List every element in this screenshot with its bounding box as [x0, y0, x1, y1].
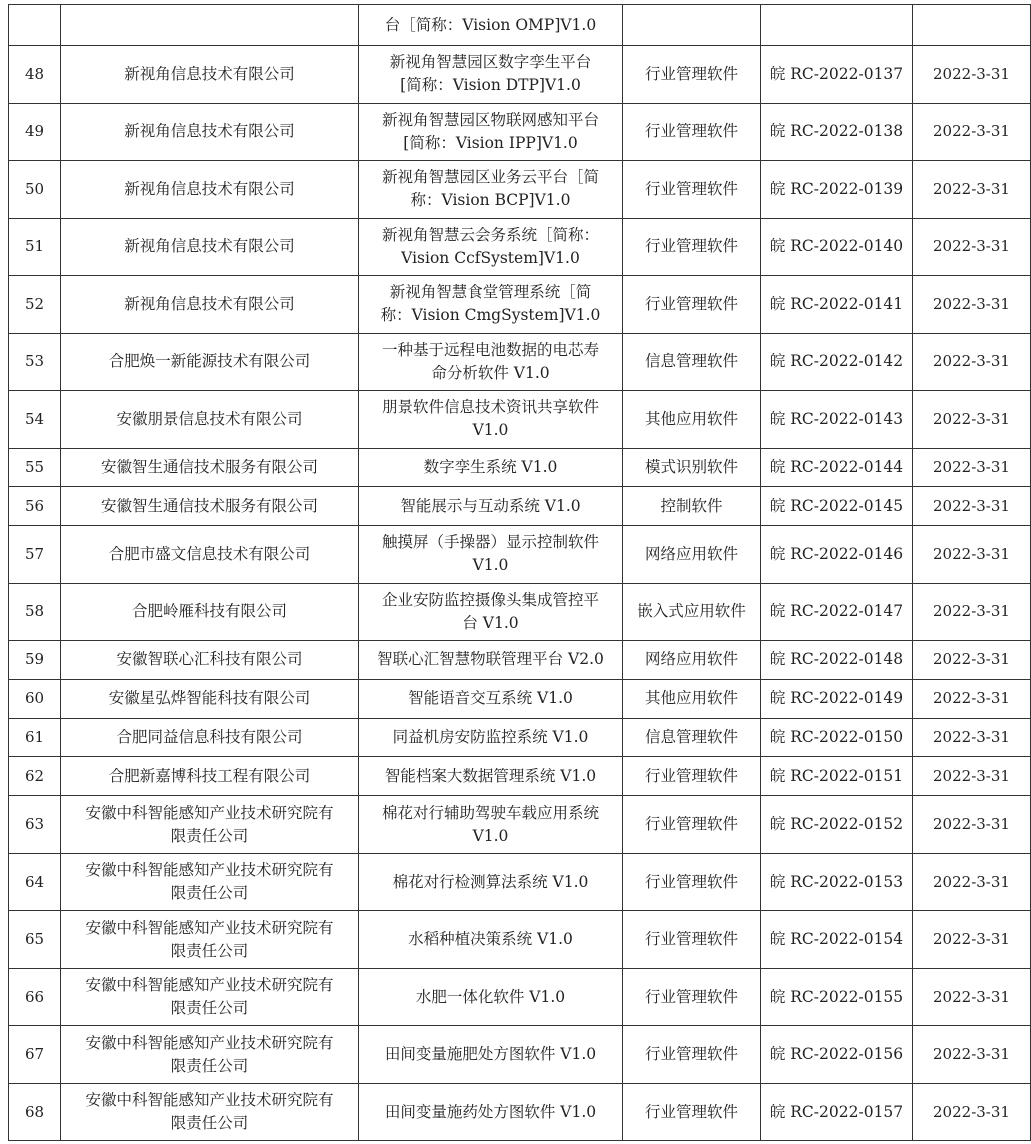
- registration-cell: 皖 RC-2022-0155: [761, 968, 913, 1026]
- date-cell: 2022-3-31: [913, 641, 1031, 680]
- product-cell-line: 同益机房安防监控系统 V1.0: [392, 728, 589, 747]
- date-cell: 2022-3-31: [913, 276, 1031, 334]
- product-cell-line: V1.0: [472, 421, 509, 440]
- registration-cell: 皖 RC-2022-0153: [761, 853, 913, 911]
- product-cell: [359, 218, 623, 276]
- product-cell: [359, 161, 623, 219]
- registration-cell: 皖 RC-2022-0156: [761, 1026, 913, 1084]
- table-row: [9, 448, 1031, 487]
- product-cell-line: V1.0: [472, 556, 509, 575]
- company-cell-line: 安徽中科智能感知产业技术研究院有: [85, 976, 334, 995]
- registration-cell: 皖 RC-2022-0151: [761, 757, 913, 796]
- company-cell: [61, 911, 359, 969]
- company-cell-line: 安徽智生通信技术服务有限公司: [100, 496, 318, 515]
- company-cell: [61, 968, 359, 1026]
- registration-cell: 皖 RC-2022-0141: [761, 276, 913, 334]
- product-cell-line: V1.0: [472, 826, 509, 845]
- product-cell: [359, 526, 623, 584]
- table-row: [9, 911, 1031, 969]
- date-cell: 2022-3-31: [913, 583, 1031, 641]
- product-cell-line: [简称：Vision DTP]V1.0: [400, 76, 581, 95]
- company-cell-line: 合肥焕一新能源技术有限公司: [108, 352, 311, 371]
- registration-cell: 皖 RC-2022-0150: [761, 718, 913, 757]
- company-cell: [61, 161, 359, 219]
- product-cell: 台［简称：Vision OMP]V1.0: [359, 5, 623, 46]
- company-cell-line: 安徽朋景信息技术有限公司: [116, 409, 303, 428]
- company-cell: [61, 1083, 359, 1141]
- product-cell-line: 智能展示与互动系统 V1.0: [400, 496, 581, 515]
- number-cell: 54: [9, 391, 61, 449]
- table-row: [9, 679, 1031, 718]
- company-cell-line: 限责任公司: [170, 826, 249, 845]
- number-cell: 55: [9, 448, 61, 487]
- number-cell: 53: [9, 333, 61, 391]
- registration-cell: 皖 RC-2022-0154: [761, 911, 913, 969]
- date-cell: 2022-3-31: [913, 718, 1031, 757]
- company-cell: [61, 103, 359, 161]
- company-cell-line: 合肥岭雁科技有限公司: [131, 602, 287, 621]
- product-cell-line: 一种基于远程电池数据的电芯寿: [381, 340, 599, 359]
- registration-cell: 皖 RC-2022-0144: [761, 448, 913, 487]
- date-cell: 2022-3-31: [913, 1083, 1031, 1141]
- company-cell-line: 合肥新嘉博科技工程有限公司: [108, 766, 311, 785]
- table-row: [9, 1026, 1031, 1084]
- product-cell-line: [简称：Vision IPP]V1.0: [403, 133, 578, 152]
- registration-table: [8, 4, 1031, 1141]
- category-cell: 信息管理软件: [623, 718, 761, 757]
- date-cell: 2022-3-31: [913, 46, 1031, 104]
- product-cell: [359, 276, 623, 334]
- category-cell: 行业管理软件: [623, 1026, 761, 1084]
- date-cell: 2022-3-31: [913, 853, 1031, 911]
- product-cell: [359, 679, 623, 718]
- date-cell: 2022-3-31: [913, 391, 1031, 449]
- product-cell: [359, 1083, 623, 1141]
- date-cell: 2022-3-31: [913, 333, 1031, 391]
- product-cell-line: 台 V1.0: [462, 613, 519, 632]
- registration-cell: 皖 RC-2022-0143: [761, 391, 913, 449]
- company-cell-line: 安徽智生通信技术服务有限公司: [100, 457, 318, 476]
- product-cell-line: 新视角智慧云会务系统［简称：: [381, 225, 599, 244]
- table-row: [9, 391, 1031, 449]
- product-cell-line: 棉花对行辅助驾驶车载应用系统: [381, 803, 599, 822]
- registration-cell: 皖 RC-2022-0142: [761, 333, 913, 391]
- company-cell-line: 安徽中科智能感知产业技术研究院有: [85, 861, 334, 880]
- registration-cell: 皖 RC-2022-0148: [761, 641, 913, 680]
- number-cell: 58: [9, 583, 61, 641]
- company-cell-line: 安徽中科智能感知产业技术研究院有: [85, 918, 334, 937]
- company-cell: [61, 853, 359, 911]
- category-cell: 网络应用软件: [623, 641, 761, 680]
- product-cell-line: 新视角智慧食堂管理系统［简: [389, 283, 592, 302]
- number-cell: [9, 5, 61, 46]
- product-cell: [359, 333, 623, 391]
- date-cell: 2022-3-31: [913, 1026, 1031, 1084]
- table-row: [9, 968, 1031, 1026]
- company-cell-line: 安徽星弘烨智能科技有限公司: [108, 689, 311, 708]
- category-cell: 行业管理软件: [623, 796, 761, 854]
- number-cell: 57: [9, 526, 61, 584]
- product-cell-line: 企业安防监控摄像头集成管控平: [381, 590, 599, 609]
- product-cell-line: 田间变量施肥处方图软件 V1.0: [384, 1045, 597, 1064]
- company-cell: [61, 1026, 359, 1084]
- number-cell: 52: [9, 276, 61, 334]
- product-cell: [359, 968, 623, 1026]
- table-row: [9, 161, 1031, 219]
- company-cell: [61, 46, 359, 104]
- company-cell-line: 合肥同益信息科技有限公司: [116, 728, 303, 747]
- registration-cell: 皖 RC-2022-0147: [761, 583, 913, 641]
- product-cell-line: 智能语音交互系统 V1.0: [408, 689, 573, 708]
- registration-cell: 皖 RC-2022-0149: [761, 679, 913, 718]
- category-cell: 其他应用软件: [623, 679, 761, 718]
- company-cell-line: 新视角信息技术有限公司: [124, 179, 295, 198]
- number-cell: 60: [9, 679, 61, 718]
- registration-cell: 皖 RC-2022-0145: [761, 487, 913, 526]
- date-cell: 2022-3-31: [913, 103, 1031, 161]
- company-cell-line: 限责任公司: [170, 884, 249, 903]
- product-cell: [359, 641, 623, 680]
- number-cell: 64: [9, 853, 61, 911]
- category-cell: 行业管理软件: [623, 161, 761, 219]
- company-cell: [61, 5, 359, 46]
- product-cell: [359, 448, 623, 487]
- table-row: [9, 796, 1031, 854]
- number-cell: 49: [9, 103, 61, 161]
- number-cell: 63: [9, 796, 61, 854]
- registration-cell: 皖 RC-2022-0140: [761, 218, 913, 276]
- product-cell: [359, 1026, 623, 1084]
- company-cell-line: 新视角信息技术有限公司: [124, 64, 295, 83]
- number-cell: 56: [9, 487, 61, 526]
- table-row: [9, 218, 1031, 276]
- table-row: [9, 853, 1031, 911]
- product-cell-line: 智能档案大数据管理系统 V1.0: [384, 766, 597, 785]
- product-cell-line: 田间变量施药处方图软件 V1.0: [384, 1102, 597, 1121]
- category-cell: 其他应用软件: [623, 391, 761, 449]
- table-row: [9, 487, 1031, 526]
- table-row: [9, 46, 1031, 104]
- category-cell: 网络应用软件: [623, 526, 761, 584]
- registration-cell: 皖 RC-2022-0138: [761, 103, 913, 161]
- company-cell-line: 安徽智联心汇科技有限公司: [116, 650, 303, 669]
- product-cell-line: 朋景软件信息技术资讯共享软件: [381, 398, 599, 417]
- company-cell: [61, 757, 359, 796]
- product-cell: [359, 853, 623, 911]
- date-cell: [913, 5, 1031, 46]
- product-cell-line: 称：Vision BCP]V1.0: [410, 191, 571, 210]
- product-cell-line: 水稻种植决策系统 V1.0: [408, 930, 573, 949]
- product-cell: [359, 46, 623, 104]
- company-cell: [61, 718, 359, 757]
- date-cell: 2022-3-31: [913, 448, 1031, 487]
- product-cell-line: 水肥一体化软件 V1.0: [415, 987, 566, 1006]
- registration-cell: 皖 RC-2022-0146: [761, 526, 913, 584]
- date-cell: 2022-3-31: [913, 487, 1031, 526]
- product-cell: [359, 796, 623, 854]
- date-cell: 2022-3-31: [913, 161, 1031, 219]
- product-cell: [359, 391, 623, 449]
- category-cell: 模式识别软件: [623, 448, 761, 487]
- number-cell: 65: [9, 911, 61, 969]
- company-cell: [61, 526, 359, 584]
- product-cell: [359, 487, 623, 526]
- company-cell: [61, 679, 359, 718]
- category-cell: 行业管理软件: [623, 853, 761, 911]
- category-cell: 信息管理软件: [623, 333, 761, 391]
- product-cell-line: 称：Vision CmgSystem]V1.0: [380, 306, 601, 325]
- category-cell: 行业管理软件: [623, 757, 761, 796]
- company-cell-line: 安徽中科智能感知产业技术研究院有: [85, 1091, 334, 1110]
- company-cell: [61, 641, 359, 680]
- company-cell: [61, 391, 359, 449]
- date-cell: 2022-3-31: [913, 679, 1031, 718]
- product-cell-line: 棉花对行检测算法系统 V1.0: [392, 872, 589, 891]
- category-cell: 行业管理软件: [623, 968, 761, 1026]
- company-cell: [61, 583, 359, 641]
- table-row: [9, 757, 1031, 796]
- product-cell-line: 数字孪生系统 V1.0: [423, 457, 558, 476]
- date-cell: 2022-3-31: [913, 968, 1031, 1026]
- company-cell-line: 限责任公司: [170, 999, 249, 1018]
- company-cell-line: 限责任公司: [170, 1114, 249, 1133]
- table-row: [9, 276, 1031, 334]
- number-cell: 51: [9, 218, 61, 276]
- registration-cell: 皖 RC-2022-0137: [761, 46, 913, 104]
- number-cell: 50: [9, 161, 61, 219]
- number-cell: 67: [9, 1026, 61, 1084]
- category-cell: 行业管理软件: [623, 911, 761, 969]
- number-cell: 48: [9, 46, 61, 104]
- company-cell: [61, 276, 359, 334]
- company-cell: [61, 333, 359, 391]
- number-cell: 62: [9, 757, 61, 796]
- product-cell-line: 新视角智慧园区业务云平台［简: [381, 168, 599, 187]
- product-cell: [359, 757, 623, 796]
- table-row: [9, 641, 1031, 680]
- category-cell: 行业管理软件: [623, 276, 761, 334]
- company-cell-line: 合肥市盛文信息技术有限公司: [108, 544, 311, 563]
- date-cell: 2022-3-31: [913, 757, 1031, 796]
- product-cell-line: 新视角智慧园区数字孪生平台: [389, 53, 592, 72]
- registration-cell: 皖 RC-2022-0157: [761, 1083, 913, 1141]
- number-cell: 61: [9, 718, 61, 757]
- table-row: [9, 333, 1031, 391]
- product-cell: [359, 583, 623, 641]
- registration-cell: [761, 5, 913, 46]
- company-cell-line: 安徽中科智能感知产业技术研究院有: [85, 803, 334, 822]
- date-cell: 2022-3-31: [913, 526, 1031, 584]
- registration-cell: 皖 RC-2022-0139: [761, 161, 913, 219]
- company-cell-line: 安徽中科智能感知产业技术研究院有: [85, 1033, 334, 1052]
- company-cell-line: 限责任公司: [170, 1056, 249, 1075]
- table-row: [9, 718, 1031, 757]
- company-cell-line: 限责任公司: [170, 941, 249, 960]
- category-cell: 行业管理软件: [623, 103, 761, 161]
- company-cell-line: 新视角信息技术有限公司: [124, 237, 295, 256]
- table-row: [9, 583, 1031, 641]
- product-cell-line: 触摸屏（手操器）显示控制软件: [381, 533, 599, 552]
- product-cell: [359, 911, 623, 969]
- date-cell: 2022-3-31: [913, 218, 1031, 276]
- table-row-continued: [9, 5, 1031, 46]
- number-cell: 66: [9, 968, 61, 1026]
- company-cell: [61, 218, 359, 276]
- number-cell: 59: [9, 641, 61, 680]
- table-row: [9, 103, 1031, 161]
- product-cell-line: 命分析软件 V1.0: [431, 363, 550, 382]
- date-cell: 2022-3-31: [913, 796, 1031, 854]
- category-cell: 行业管理软件: [623, 218, 761, 276]
- company-cell-line: 新视角信息技术有限公司: [124, 122, 295, 141]
- category-cell: [623, 5, 761, 46]
- product-cell: [359, 718, 623, 757]
- category-cell: 行业管理软件: [623, 1083, 761, 1141]
- company-cell-line: 新视角信息技术有限公司: [124, 294, 295, 313]
- category-cell: 控制软件: [623, 487, 761, 526]
- product-cell-line: 智联心汇智慧物联管理平台 V2.0: [377, 650, 604, 669]
- date-cell: 2022-3-31: [913, 911, 1031, 969]
- number-cell: 68: [9, 1083, 61, 1141]
- category-cell: 嵌入式应用软件: [623, 583, 761, 641]
- category-cell: 行业管理软件: [623, 46, 761, 104]
- product-cell-line: Vision CcfSystem]V1.0: [401, 248, 580, 267]
- company-cell: [61, 487, 359, 526]
- product-cell-line: 新视角智慧园区物联网感知平台: [381, 110, 599, 129]
- product-cell: [359, 103, 623, 161]
- company-cell: [61, 796, 359, 854]
- table-row: [9, 526, 1031, 584]
- registration-cell: 皖 RC-2022-0152: [761, 796, 913, 854]
- company-cell: [61, 448, 359, 487]
- table-row: [9, 1083, 1031, 1141]
